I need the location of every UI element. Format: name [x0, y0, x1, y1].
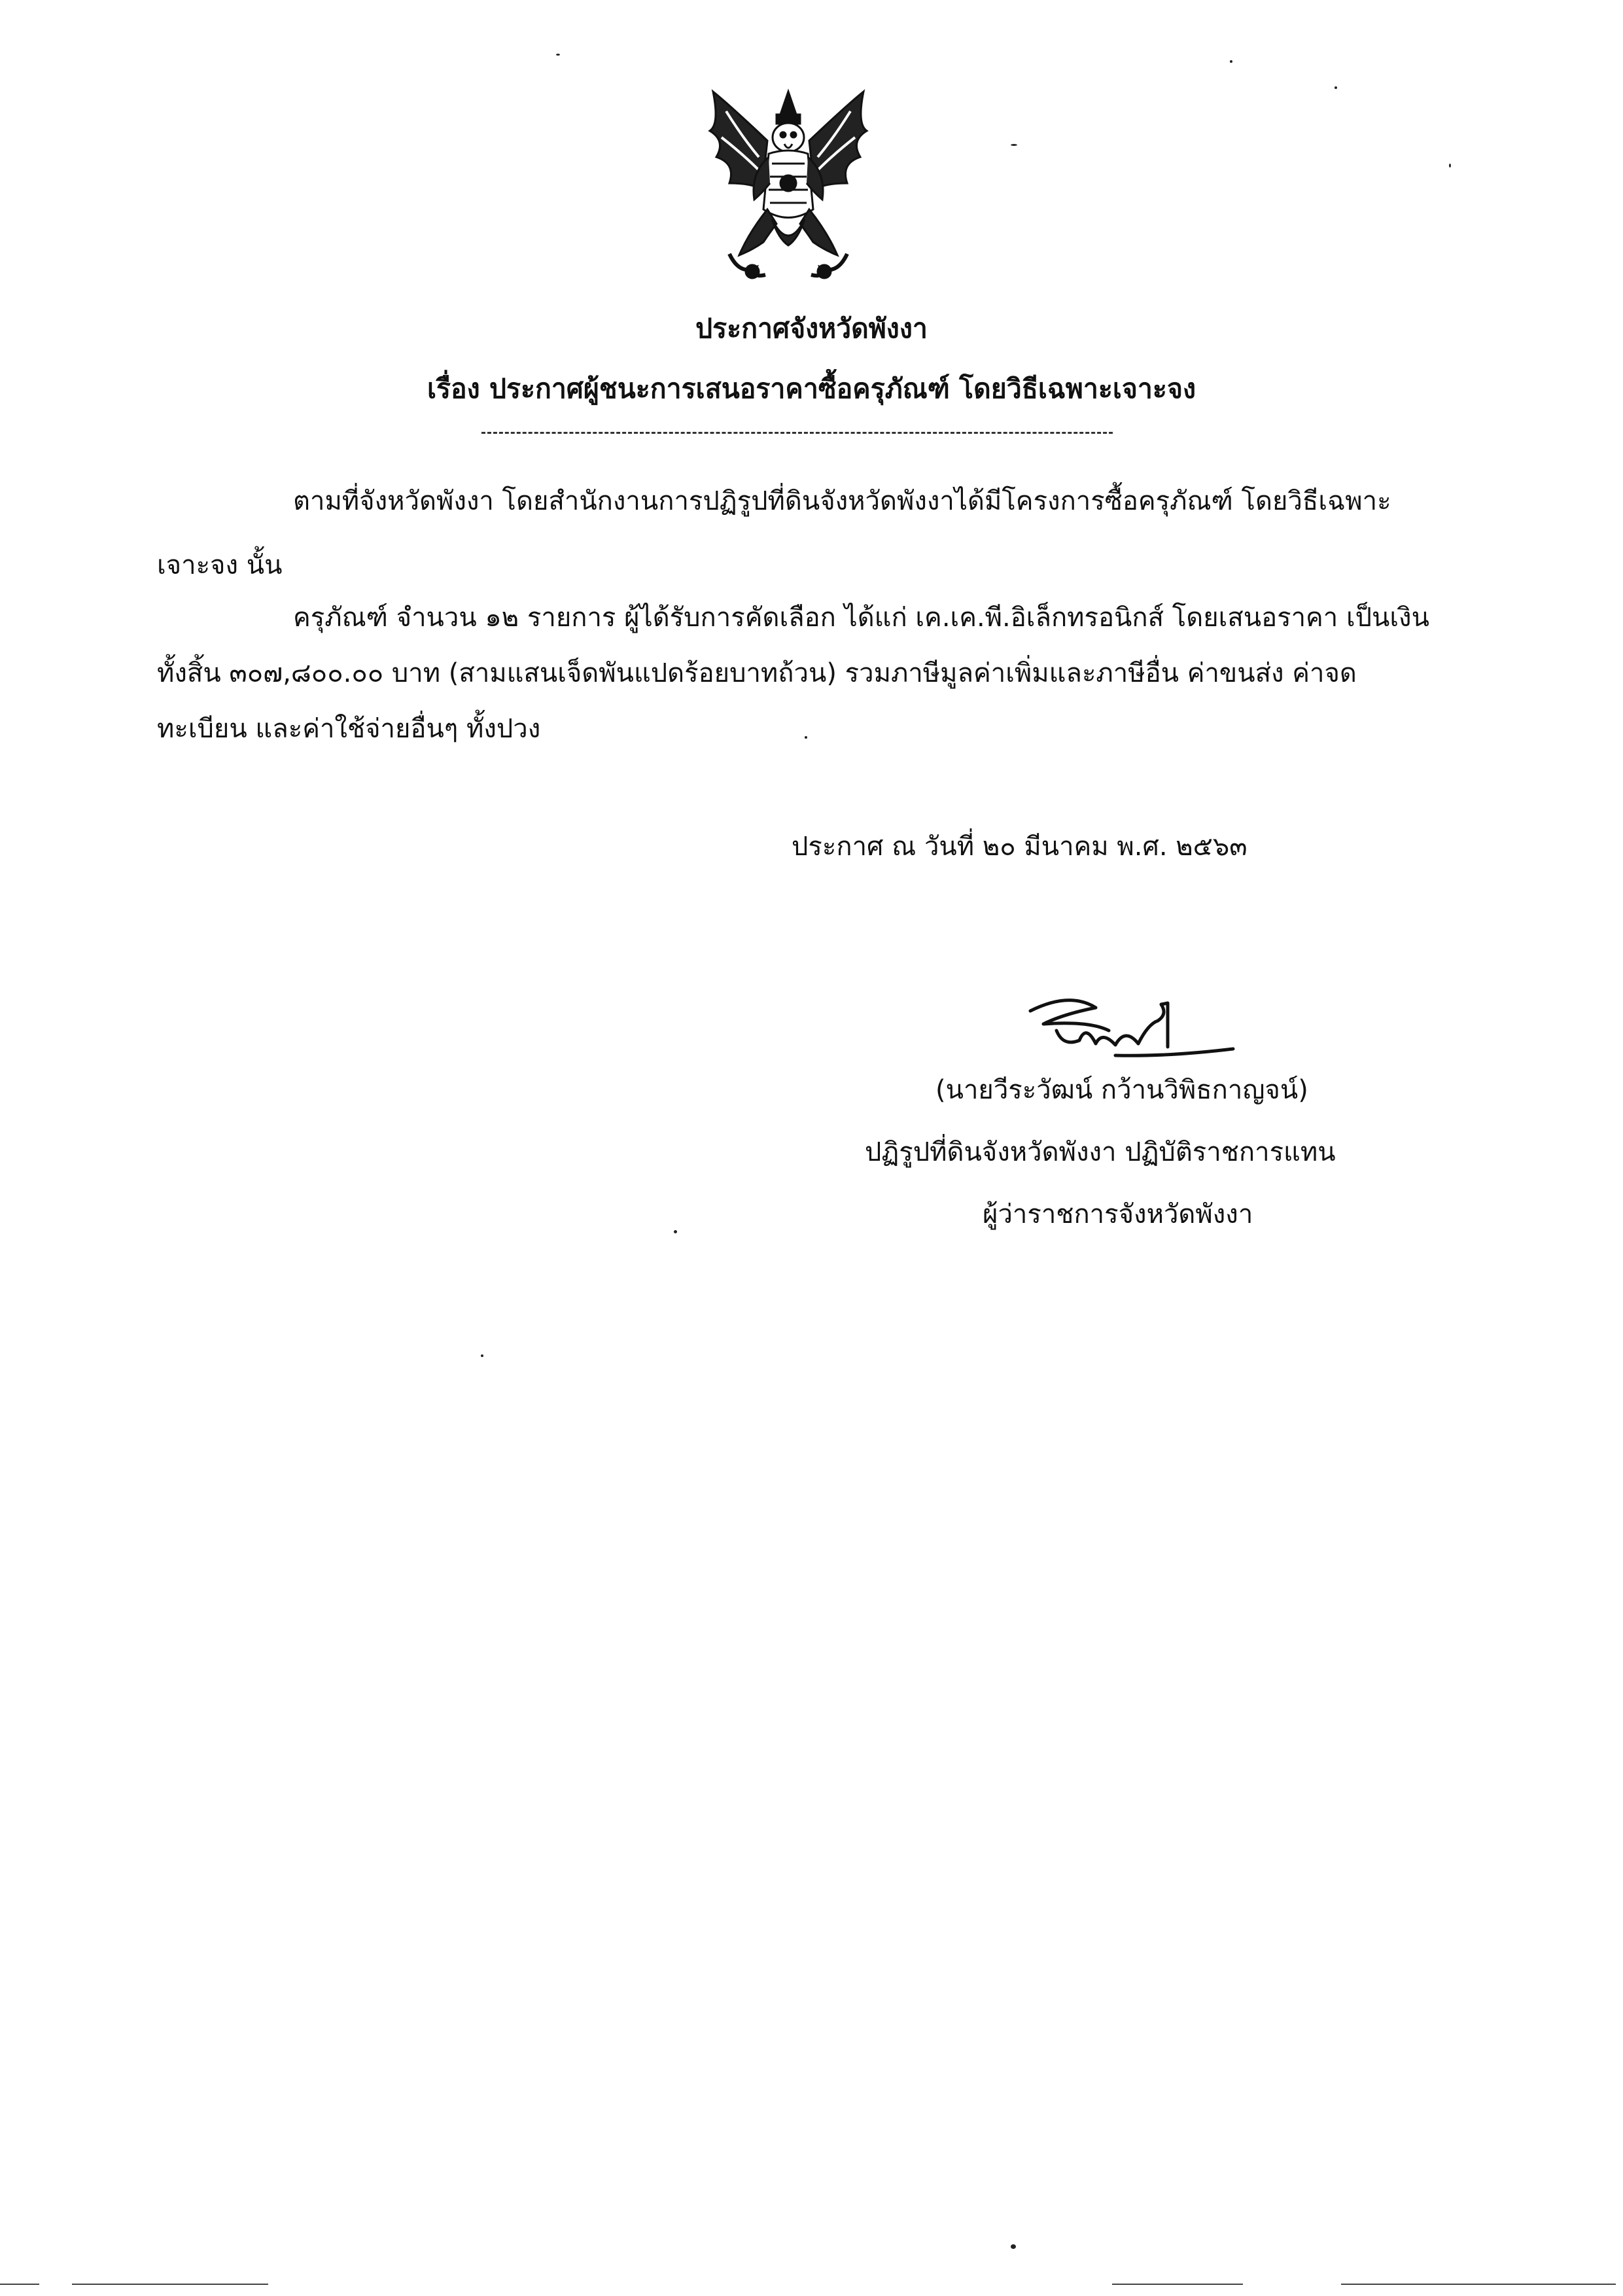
- scan-edge-line: [72, 2284, 268, 2285]
- body-paragraph-2-line-3: ทะเบียน และค่าใช้จ่ายอื่นๆ ทั้งปวง: [157, 714, 541, 744]
- scan-speck: [481, 1354, 483, 1357]
- body-paragraph-1-line-2: เจาะจง นั้น: [157, 550, 283, 580]
- scan-speck: [1011, 144, 1017, 146]
- scan-speck: [1230, 60, 1232, 63]
- scan-edge-line: [0, 2284, 39, 2285]
- announcement-date: ประกาศ ณ วันที่ ๒๐ มีนาคม พ.ศ. ๒๕๖๓: [792, 832, 1248, 862]
- scan-speck: [556, 54, 560, 56]
- announcement-subject: เรื่อง ประกาศผู้ชนะการเสนอราคาซื้อครุภัณฑ์ โดยวิธีเฉพาะเจาะจง: [427, 373, 1196, 404]
- signatory-position-line-2: ผู้ว่าราชการจังหวัดพังงา: [983, 1199, 1253, 1229]
- scan-speck: [1011, 2244, 1016, 2249]
- body-paragraph-2-line-1: ครุภัณฑ์ จำนวน ๑๒ รายการ ผู้ได้รับการคัดเลือก ได้แก่ เค.เค.พี.อิเล็กทรอนิกส์ โดยเสนอราคา เป็นเงิน: [293, 603, 1429, 633]
- signatory-name: (นายวีระวัฒน์ กว้านวิพิธกาญจน์): [935, 1075, 1308, 1105]
- scan-speck: [1449, 164, 1451, 168]
- scan-edge-line: [1341, 2284, 1616, 2285]
- signatory-position-line-1: ปฏิรูปที่ดินจังหวัดพังงา ปฏิบัติราชการแทน: [865, 1137, 1336, 1167]
- scan-edge-line: [1112, 2284, 1243, 2285]
- body-paragraph-1-line-1: ตามที่จังหวัดพังงา โดยสำนักงานการปฏิรูปที่ดินจังหวัดพังงาได้มีโครงการซื้อครุภัณฑ์ โดยวิธีเฉพาะ: [293, 486, 1391, 516]
- scan-speck: [805, 736, 807, 739]
- handwritten-signature-icon: [1017, 985, 1253, 1070]
- scan-speck: [674, 1230, 677, 1233]
- title-separator: [481, 432, 1113, 434]
- garuda-emblem-icon: [690, 79, 886, 294]
- body-paragraph-2-line-2: ทั้งสิ้น ๓๐๗,๘๐๐.๐๐ บาท (สามแสนเจ็ดพันแปดร้อยบาทถ้วน) รวมภาษีมูลค่าเพิ่มและภาษีอื่น ค่าขนส่ง ค่าจด: [157, 658, 1357, 688]
- scan-speck: [1335, 86, 1337, 89]
- announcement-title: ประกาศจังหวัดพังงา: [695, 313, 928, 344]
